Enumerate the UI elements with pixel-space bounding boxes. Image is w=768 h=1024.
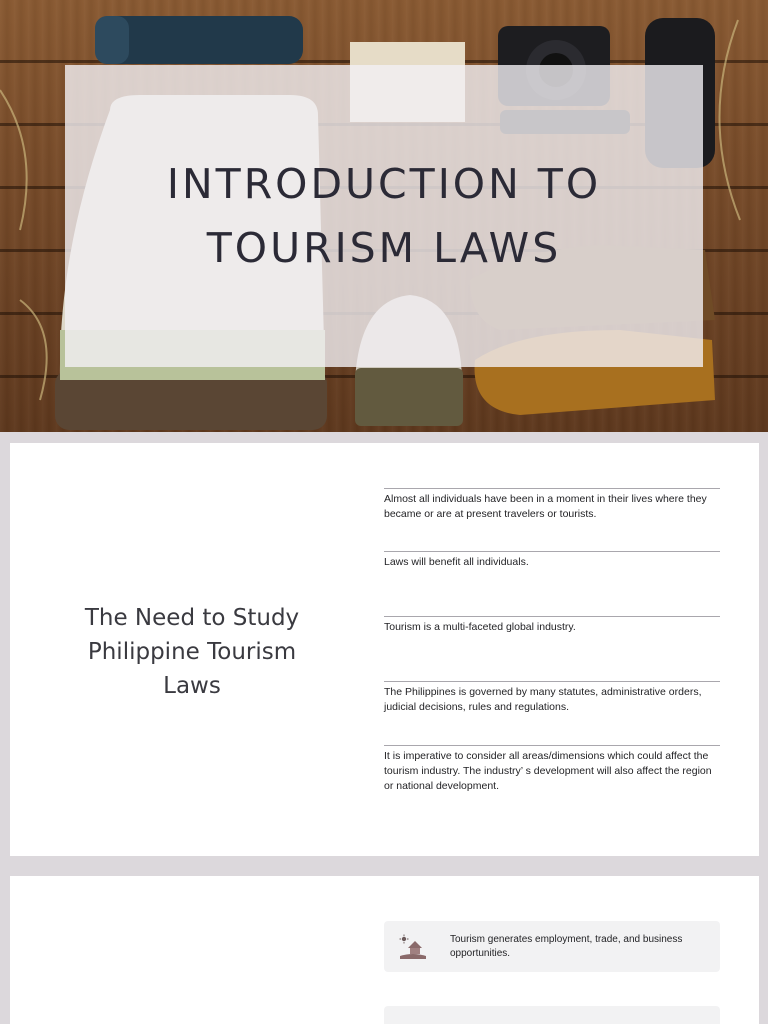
benefit-text: Tourism generates employment, trade, and business opportunities.: [450, 933, 683, 959]
benefits-slide: [10, 876, 759, 1024]
slide-title-line-1: INTRODUCTION TO: [166, 160, 602, 208]
building-icon: [398, 1019, 428, 1024]
point-item: The Philippines is governed by many statutes, administrative orders, judicial decisions, rules and regulations.: [384, 681, 720, 715]
point-item: Almost all individuals have been in a moment in their lives where they became or are at present travelers or tourists.: [384, 488, 720, 522]
benefit-card: [384, 921, 720, 972]
slide-title-line-2: TOURISM LAWS: [206, 224, 562, 272]
title-slide: [0, 0, 768, 432]
beach-hut-icon: [398, 934, 428, 960]
point-item: Tourism is a multi-faceted global industry.: [384, 616, 720, 635]
benefit-card-partial: [384, 1006, 720, 1024]
need-to-study-slide: [10, 443, 759, 856]
point-item: Laws will benefit all individuals.: [384, 551, 720, 570]
slide-heading: The Need to Study Philippine Tourism Laws: [84, 605, 300, 699]
title-panel: [65, 65, 703, 367]
point-item: It is imperative to consider all areas/dimensions which could affect the tourism industry. The industry’ s development will also affect the region or national development.: [384, 745, 720, 794]
